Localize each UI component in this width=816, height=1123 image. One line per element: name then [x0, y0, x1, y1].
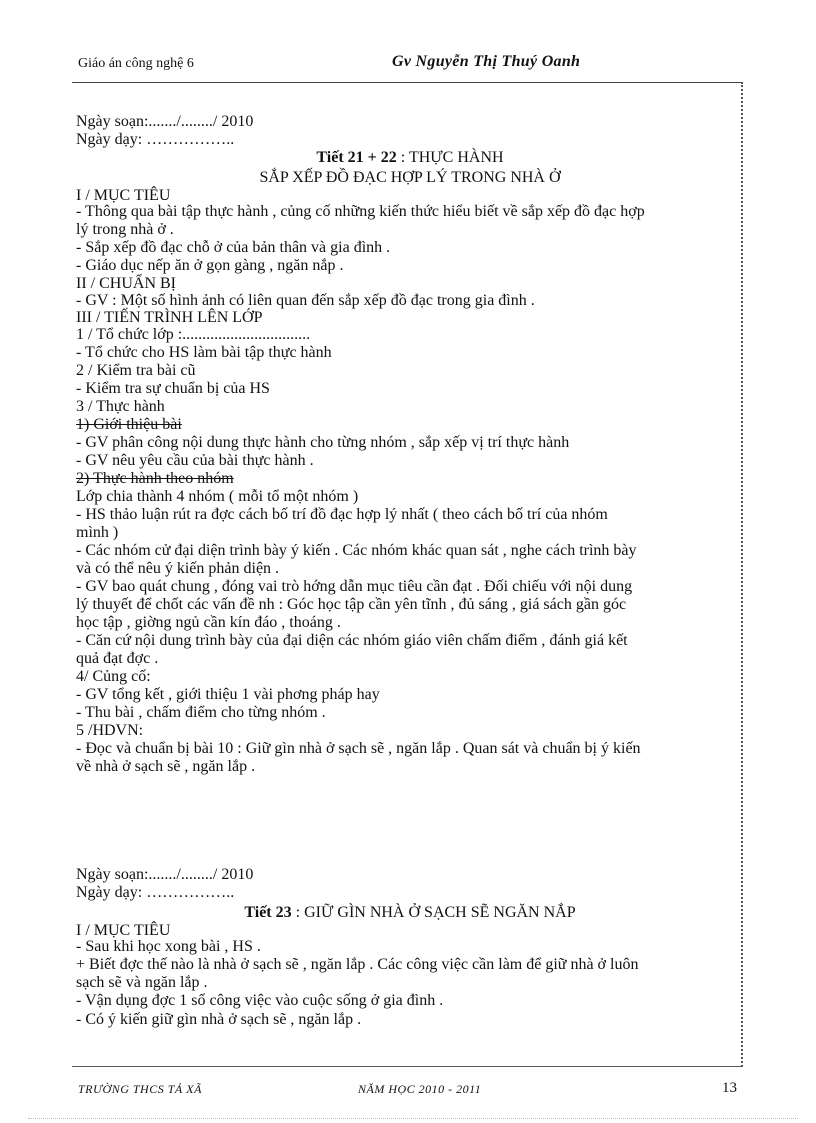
- lesson1-line: - GV phân công nội dung thực hành cho từng nhóm , sắp xếp vị trí thực hành: [76, 434, 570, 451]
- lesson2-line: - Có ý kiến giữ gìn nhà ở sạch sẽ , ngăn lắp .: [76, 1011, 362, 1028]
- lesson1-line: 5 /HDVN:: [76, 722, 144, 739]
- lesson1-title: [76, 149, 744, 167]
- lesson1-line: - Thông qua bài tập thực hành , củng cố những kiến thức hiểu biết về sắp xếp đồ đạc hợp: [76, 203, 645, 220]
- lesson1-line: 2 / Kiểm tra bài cũ: [76, 362, 196, 379]
- header-teacher: Gv Nguyễn Thị Thuý Oanh: [392, 53, 581, 70]
- lesson1-line: - Sắp xếp đồ đạc chỗ ở của bản thân và gia đình .: [76, 239, 391, 256]
- lesson1-line: II / CHUẨN BỊ: [76, 275, 176, 292]
- lesson1-line: lý trong nhà ở .: [76, 221, 174, 238]
- lesson1-line: - GV : Một số hình ảnh có liên quan đến sắp xếp đồ đạc trong gia đình .: [76, 292, 535, 309]
- header-subject: Giáo án công nghệ 6: [78, 56, 194, 71]
- lesson2-line: - Sau khi học xong bài , HS .: [76, 938, 261, 955]
- lesson1-line: - GV nêu yêu cầu của bài thực hành .: [76, 452, 314, 469]
- lesson1-line: 2) Thực hành theo nhóm: [76, 470, 234, 487]
- lesson2-title-text: : GIỮ GÌN NHÀ Ở SẠCH SẼ NGĂN NẮP: [295, 904, 576, 921]
- header-rule: [72, 82, 742, 83]
- page-number: 13: [722, 1080, 737, 1096]
- lesson1-line: 1) Giới thiệu bài: [76, 416, 182, 433]
- lesson2-line: sạch sẽ và ngăn lắp .: [76, 974, 208, 991]
- lesson1-line: - Thu bài , chấm điểm cho từng nhóm .: [76, 704, 326, 721]
- lesson1-line: Lớp chia thành 4 nhóm ( mỗi tổ một nhóm ): [76, 488, 359, 505]
- lesson1-line: 1 / Tổ chức lớp :................................: [76, 326, 311, 343]
- lesson1-line: mình ): [76, 524, 119, 541]
- footer-school: TRƯỜNG THCS TẢ XÃ: [78, 1082, 202, 1096]
- lesson1-line: lý thuyết để chốt các vấn đề nh : Góc học tập cần yên tĩnh , đủ sáng , giá sách gần góc: [76, 596, 627, 613]
- lesson2-line: - Vận dụng đợc 1 số công việc vào cuộc sống ở gia đình .: [76, 992, 444, 1009]
- lesson2-prep-date: Ngày soạn:......./......../ 2010: [76, 866, 254, 883]
- lesson2-line: + Biết đợc thế nào là nhà ở sạch sẽ , ngăn lắp . Các công việc cần làm để giữ nhà ở luôn: [76, 956, 639, 973]
- lesson1-title-text: : THỰC HÀNH: [400, 149, 504, 166]
- lesson1-title-number: Tiết 21 + 22: [316, 149, 397, 166]
- lesson1-line: quả đạt đợc .: [76, 650, 159, 667]
- lesson1-prep-date: Ngày soạn:......./......../ 2010: [76, 113, 254, 130]
- footer-school-year: NĂM HỌC 2010 - 2011: [358, 1082, 482, 1096]
- lesson2-teach-date: Ngày dạy: ……………..: [76, 884, 235, 901]
- lesson1-line: - Các nhóm cử đại diện trình bày ý kiến . Các nhóm khác quan sát , nghe cách trình bày: [76, 542, 637, 559]
- lesson1-line: - GV bao quát chung , đóng vai trò hớng dẫn mục tiêu cần đạt . Đối chiếu với nội dung: [76, 578, 633, 595]
- lesson2-line: I / MỤC TIÊU: [76, 922, 171, 939]
- lesson1-line: - Căn cứ nội dung trình bày của đại diện các nhóm giáo viên chấm điểm , đánh giá kết: [76, 632, 628, 649]
- lesson1-line: - GV tổng kết , giới thiệu 1 vài phơng pháp hay: [76, 686, 380, 703]
- lesson1-line: và có thể nêu ý kiến phản diện .: [76, 560, 280, 577]
- lesson1-teach-date: Ngày dạy: ……………..: [76, 131, 235, 148]
- lesson2-title-number: Tiết 23: [244, 904, 292, 921]
- lesson1-line: III / TIẾN TRÌNH LÊN LỚP: [76, 309, 263, 326]
- lesson1-line: 4/ Củng cố:: [76, 668, 151, 685]
- lesson1-subtitle: SẮP XẾP ĐỒ ĐẠC HỢP LÝ TRONG NHÀ Ở: [259, 169, 561, 186]
- lesson1-line: - Tổ chức cho HS làm bài tập thực hành: [76, 344, 332, 361]
- lesson1-line: về nhà ở sạch sẽ , ngăn lắp .: [76, 758, 256, 775]
- lesson1-line: 3 / Thực hành: [76, 398, 165, 415]
- lesson2-title: [76, 904, 744, 922]
- footer-rule: [72, 1066, 742, 1067]
- lesson1-line: học tập , giờng ngủ cần kín đáo , thoáng .: [76, 614, 341, 631]
- lesson1-line: - Đọc và chuẩn bị bài 10 : Giữ gìn nhà ở sạch sẽ , ngăn lắp . Quan sát và chuẩn bị ý kiến: [76, 740, 641, 757]
- page-edge: [28, 1118, 798, 1119]
- lesson1-line: I / MỤC TIÊU: [76, 187, 171, 204]
- lesson1-line: - Kiểm tra sự chuẩn bị của HS: [76, 380, 270, 397]
- lesson1-line: - HS thảo luận rút ra đợc cách bố trí đồ đạc hợp lý nhất ( theo cách bố trí của nhóm: [76, 506, 608, 523]
- lesson1-line: - Giáo dục nếp ăn ở gọn gàng , ngăn nắp .: [76, 257, 344, 274]
